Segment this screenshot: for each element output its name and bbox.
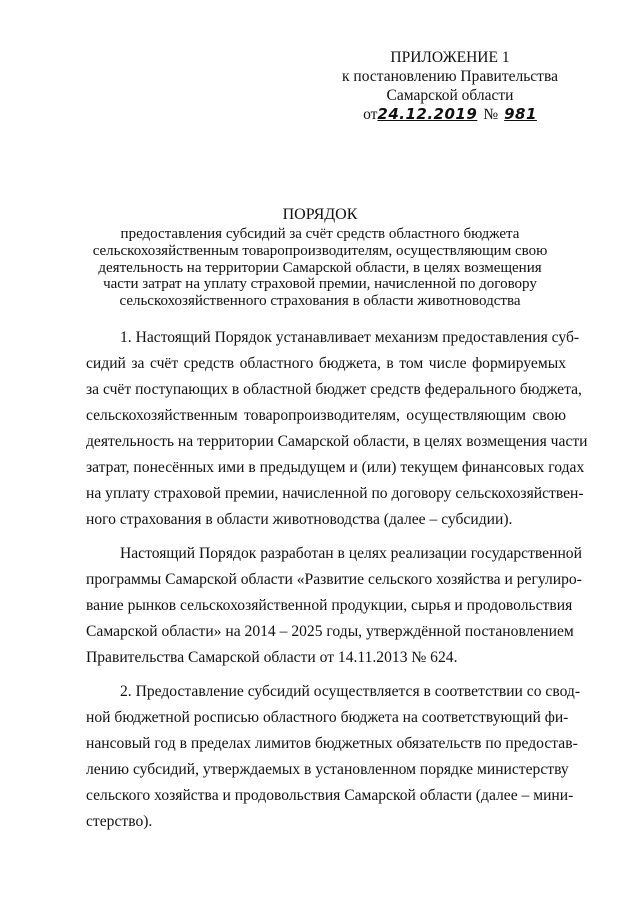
appendix-resolution-line: к постановлению Правительства (342, 68, 558, 85)
paragraph-line: программы Самарской области «Развитие сельского хозяйства и регулиро- (86, 571, 582, 588)
paragraph-line: лению субсидий, утверждаемых в установленном порядке министерству (86, 761, 569, 778)
paragraph-line: ного страхования в области животноводства (далее – субсидии). (86, 511, 513, 528)
handwritten-number: 981 (504, 105, 537, 123)
handwritten-date: 24.12.2019 (377, 105, 478, 123)
document-title: ПОРЯДОК (282, 206, 358, 223)
appendix-region-line: Самарской области (386, 87, 514, 104)
paragraph-1 (86, 325, 588, 533)
paragraph-line: Настоящий Порядок разработан в целях реализации государственной (120, 545, 582, 562)
paragraph-line: Правительства Самарской области от 14.11.2013 № 624. (86, 649, 458, 666)
paragraph-line: стерство). (86, 813, 153, 830)
appendix-header (330, 48, 570, 124)
number-prefix: № (483, 106, 499, 123)
date-prefix: от (363, 106, 378, 123)
paragraph-line: Самарской области» на 2014 – 2025 годы, утверждённой постановлением (86, 623, 574, 640)
paragraph-line: нансовый год в пределах лимитов бюджетных обязательств по предостав- (86, 735, 578, 752)
paragraph-line: 1. Настоящий Порядок устанавливает механизм предоставления суб- (120, 329, 580, 346)
paragraph-line: сидий за счёт средств областного бюджета, в том числе формируемых (86, 355, 566, 372)
paragraph-line: на уплату страховой премии, начисленной по договору сельскохозяйствен- (86, 485, 584, 502)
paragraph-line: сельского хозяйства и продовольствия Самарской области (далее – мини- (86, 787, 574, 804)
subtitle-line: части затрат на уплату страховой премии, начисленной по договору (103, 276, 537, 293)
paragraph-3 (86, 679, 581, 835)
subtitle-line: деятельность на территории Самарской области, в целях возмещения (98, 259, 542, 276)
paragraph-line: 2. Предоставление субсидий осуществляется в соответствии со свод- (120, 683, 581, 700)
subtitle-line: сельскохозяйственного страхования в области животноводства (119, 293, 521, 310)
paragraph-line: ной бюджетной росписью областного бюджета на соответствующий фи- (86, 709, 569, 726)
appendix-title: ПРИЛОЖЕНИЕ 1 (390, 49, 510, 66)
paragraph-line: деятельность на территории Самарской области, в целях возмещения части (86, 433, 588, 450)
subtitle-line: предоставления субсидий за счёт средств областного бюджета (120, 226, 520, 242)
document-subtitle (60, 226, 580, 310)
paragraph-2 (86, 541, 582, 671)
paragraph-line: за счёт поступающих в областной бюджет средств федерального бюджета, (86, 381, 582, 398)
paragraph-line: затрат, понесённых ими в предыдущем и (или) текущем финансовых годах (86, 459, 585, 476)
document-body (86, 325, 588, 835)
subtitle-line: сельскохозяйственным товаропроизводителям, осуществляющим свою (92, 242, 548, 259)
appendix-date-number-line (330, 105, 570, 124)
paragraph-line: сельскохозяйственным товаропроизводителям, осуществляющим свою (86, 407, 566, 424)
paragraph-line: вание рынков сельскохозяйственной продукции, сырья и продовольствия (86, 597, 573, 614)
